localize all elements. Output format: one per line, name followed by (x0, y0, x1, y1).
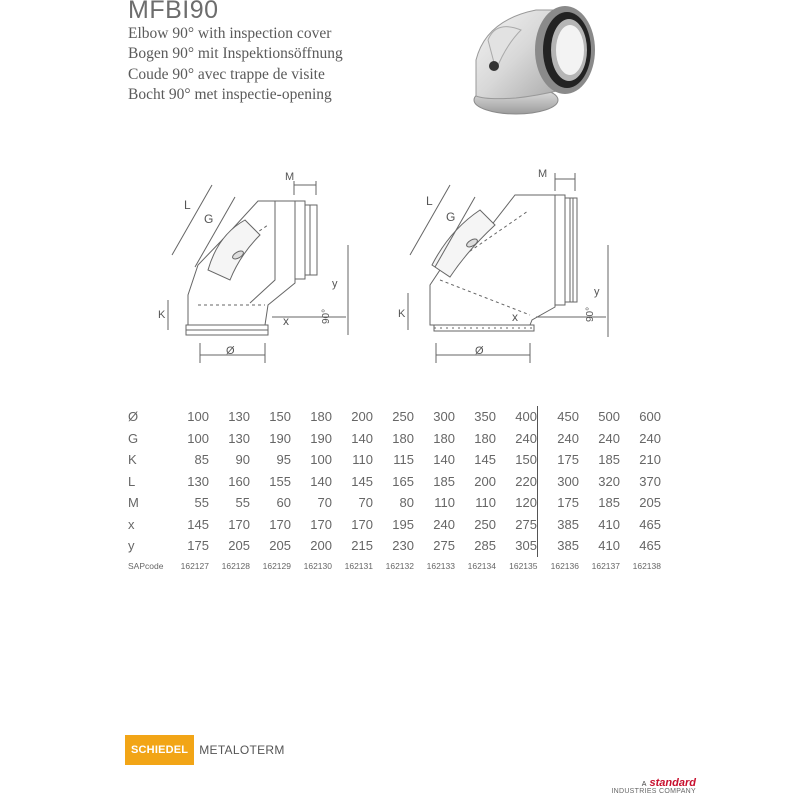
table-cell: 160 (228, 473, 250, 489)
dim-label-diameter-right: Ø (475, 345, 484, 357)
table-cell: 100 (187, 409, 209, 425)
sap-code-cell: 162129 (262, 560, 291, 571)
table-cell: 240 (639, 430, 661, 446)
table-row (124, 406, 661, 428)
sap-code-cell: 162127 (180, 560, 209, 571)
table-cell: 195 (392, 516, 414, 532)
dim-label-K-right: K (398, 308, 406, 320)
table-cell: 100 (187, 430, 209, 446)
table-cell: 130 (228, 409, 250, 425)
table-cell: 300 (433, 409, 455, 425)
sap-code-cell: 162135 (509, 560, 538, 571)
dim-label-angle-right: 90° (585, 306, 596, 322)
schiedel-metaloterm-logo (125, 735, 285, 765)
table-cell: 275 (515, 516, 537, 532)
table-row (124, 449, 661, 471)
table-cell: 150 (269, 409, 291, 425)
table-cell: 150 (515, 452, 537, 468)
dim-label-angle-left: 90° (321, 308, 332, 324)
table-cell: 385 (538, 535, 580, 557)
table-cell: 170 (228, 516, 250, 532)
row-label: G (128, 430, 139, 446)
table-cell: 140 (433, 452, 455, 468)
table-cell: 115 (393, 452, 414, 468)
standard-prefix: A (641, 781, 647, 788)
standard-industries-logo (611, 777, 696, 795)
table-cell: 165 (392, 473, 414, 489)
table-cell: 600 (639, 409, 661, 425)
description-nl: Bocht 90° met inspectie-opening (128, 85, 332, 103)
table-cell: 240 (433, 516, 455, 532)
table-cell: 200 (474, 473, 496, 489)
table-cell: 240 (598, 430, 620, 446)
sap-code-cell: 162138 (632, 560, 661, 571)
table-cell: 180 (392, 430, 414, 446)
table-cell: 385 (538, 514, 580, 536)
table-cell: 190 (269, 430, 291, 446)
table-row (124, 492, 661, 514)
elbow-drawing-small (168, 181, 348, 363)
table-cell: 200 (310, 538, 332, 554)
table-cell: 205 (228, 538, 250, 554)
row-label: y (128, 538, 135, 554)
sap-code-cell: 162136 (550, 560, 579, 571)
description-fr: Coude 90° avec trappe de visite (128, 65, 325, 83)
table-cell: 70 (317, 495, 332, 511)
dim-label-L-left: L (184, 198, 191, 212)
table-cell: 240 (515, 430, 537, 446)
table-cell: 100 (310, 452, 332, 468)
table-row (124, 428, 661, 450)
table-cell: 240 (538, 428, 580, 450)
dim-label-diameter-left: Ø (226, 345, 235, 357)
dim-label-M-right: M (538, 168, 548, 180)
dimension-table (124, 406, 661, 575)
row-label: L (128, 473, 136, 489)
sap-code-cell: 162130 (303, 560, 332, 571)
table-cell: 465 (639, 516, 661, 532)
table-cell: 500 (598, 409, 620, 425)
table-cell: 180 (474, 430, 496, 446)
dim-label-y-right: y (594, 286, 600, 298)
table-cell: 350 (474, 409, 496, 425)
sap-code-cell: 162134 (467, 560, 496, 571)
table-cell: 275 (433, 538, 455, 554)
table-cell: 180 (310, 409, 332, 425)
dim-label-x-right: x (512, 310, 518, 324)
table-cell: 120 (515, 495, 537, 511)
dim-label-y-left: y (332, 278, 338, 290)
sap-code-cell: 162128 (221, 560, 250, 571)
row-label: Ø (128, 409, 139, 425)
table-cell: 170 (351, 516, 373, 532)
sap-code-label: SAPcode (128, 560, 164, 571)
table-cell: 250 (392, 409, 414, 425)
dim-label-L-right: L (426, 194, 433, 208)
table-cell: 400 (515, 409, 537, 425)
row-label: M (128, 495, 139, 511)
schiedel-logo-text: SCHIEDEL (125, 735, 194, 765)
row-label: K (128, 452, 137, 468)
metaloterm-logo-text: METALOTERM (199, 743, 285, 757)
table-cell: 185 (598, 452, 620, 468)
table-cell: 95 (276, 452, 291, 468)
description-de: Bogen 90° mit Inspektionsöffnung (128, 45, 343, 63)
table-cell: 190 (310, 430, 332, 446)
product-photo (466, 0, 600, 118)
description-en: Elbow 90° with inspection cover (128, 25, 332, 42)
table-cell: 450 (538, 406, 580, 428)
table-cell: 305 (515, 538, 537, 554)
table-cell: 140 (351, 430, 373, 446)
table-cell: 170 (269, 516, 291, 532)
product-code: MFBI90 (128, 0, 219, 24)
elbow-drawing-large (408, 173, 608, 363)
table-cell: 210 (639, 452, 661, 468)
table-cell: 300 (538, 471, 580, 493)
table-cell: 200 (351, 409, 373, 425)
table-row (124, 535, 661, 557)
table-cell: 185 (598, 495, 620, 511)
table-cell: 130 (187, 473, 209, 489)
table-cell: 220 (515, 473, 537, 489)
table-cell: 145 (187, 516, 209, 532)
table-cell: 55 (235, 495, 250, 511)
dim-label-M-left: M (285, 171, 295, 183)
table-cell: 155 (269, 473, 291, 489)
dim-label-x-left: x (283, 314, 289, 328)
table-cell: 285 (474, 538, 496, 554)
table-cell: 80 (399, 495, 414, 511)
table-row (124, 514, 661, 536)
sap-code-cell: 162137 (591, 560, 620, 571)
table-cell: 180 (433, 430, 455, 446)
sap-code-cell: 162132 (385, 560, 414, 571)
product-descriptions (128, 24, 343, 105)
row-label: x (128, 516, 135, 532)
sap-code-row (124, 557, 661, 575)
table-cell: 205 (269, 538, 291, 554)
table-cell: 370 (639, 473, 661, 489)
dim-label-K-left: K (158, 309, 166, 321)
table-cell: 175 (538, 449, 580, 471)
table-cell: 140 (310, 473, 332, 489)
dim-label-G-left: G (204, 212, 214, 226)
sap-code-cell: 162131 (344, 560, 373, 571)
table-cell: 410 (598, 516, 620, 532)
table-cell: 320 (598, 473, 620, 489)
table-cell: 215 (351, 538, 373, 554)
table-cell: 85 (194, 452, 209, 468)
table-cell: 170 (310, 516, 332, 532)
table-cell: 205 (639, 495, 661, 511)
table-cell: 90 (235, 452, 250, 468)
table-cell: 70 (358, 495, 373, 511)
table-cell: 145 (474, 452, 496, 468)
table-cell: 250 (474, 516, 496, 532)
table-cell: 465 (639, 538, 661, 554)
table-cell: 185 (433, 473, 455, 489)
standard-brand: standard (649, 777, 696, 789)
dim-label-G-right: G (446, 210, 456, 224)
table-cell: 55 (194, 495, 209, 511)
table-cell: 145 (351, 473, 373, 489)
table-cell: 110 (352, 452, 373, 468)
table-cell: 110 (475, 495, 496, 511)
table-cell: 410 (598, 538, 620, 554)
table-cell: 175 (538, 492, 580, 514)
standard-company: INDUSTRIES COMPANY (611, 788, 696, 795)
table-cell: 230 (392, 538, 414, 554)
table-cell: 110 (434, 495, 455, 511)
table-cell: 60 (276, 495, 291, 511)
technical-drawing (150, 165, 630, 375)
table-cell: 175 (187, 538, 209, 554)
table-cell: 130 (228, 430, 250, 446)
sap-code-cell: 162133 (426, 560, 455, 571)
table-row (124, 471, 661, 493)
